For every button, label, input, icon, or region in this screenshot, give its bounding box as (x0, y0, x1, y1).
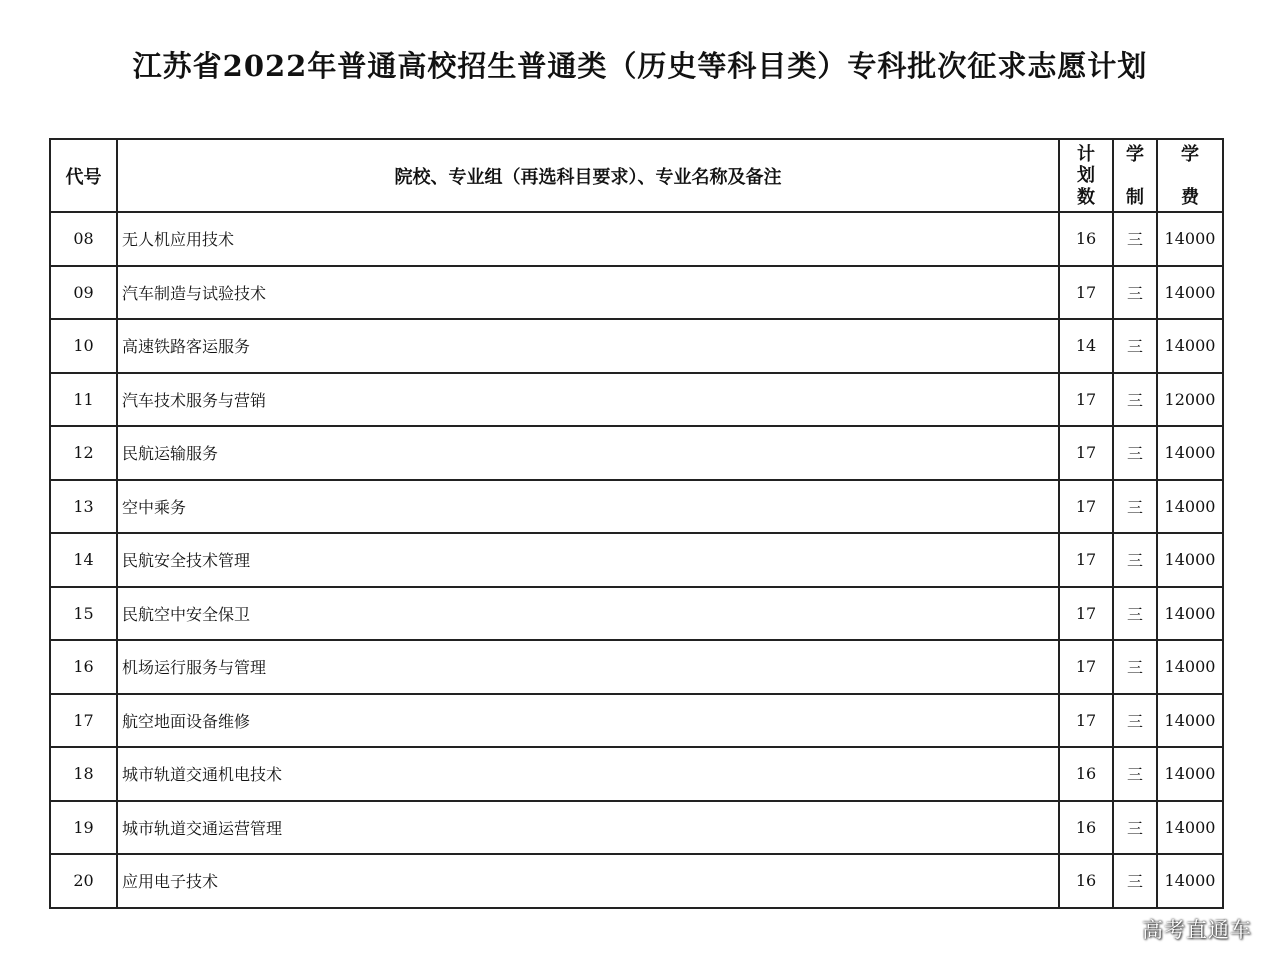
row-study-years: 三 (1126, 872, 1143, 892)
row-tuition: 14000 (1164, 282, 1216, 302)
header-tuition (1157, 139, 1223, 212)
row-code-cell (50, 854, 117, 908)
row-tuition: 14000 (1164, 550, 1216, 570)
enrollment-plan-table (49, 138, 1224, 909)
row-tuition-cell (1157, 212, 1223, 266)
row-major-name: 应用电子技术 (122, 872, 219, 892)
row-plan-count: 16 (1075, 817, 1097, 837)
header-study-years (1113, 139, 1157, 212)
row-tuition-cell (1157, 426, 1223, 480)
row-tuition: 14000 (1164, 443, 1216, 463)
row-code: 15 (73, 603, 94, 623)
table-row (50, 212, 1223, 266)
header-plan-char: 划 (1077, 165, 1095, 186)
row-code-cell (50, 747, 117, 801)
row-major-name: 汽车技术服务与营销 (122, 390, 267, 410)
row-tuition: 14000 (1164, 871, 1216, 891)
row-major-name-cell (117, 587, 1059, 641)
row-code: 14 (73, 550, 94, 570)
row-study-years: 三 (1126, 765, 1143, 785)
row-major-name: 民航空中安全保卫 (122, 604, 251, 624)
row-tuition: 14000 (1164, 603, 1216, 623)
row-code-cell (50, 587, 117, 641)
table-row (50, 533, 1223, 587)
row-study-years: 三 (1126, 390, 1143, 410)
row-code: 17 (73, 710, 94, 730)
row-major-name-cell (117, 801, 1059, 855)
row-code-cell (50, 640, 117, 694)
row-plan-count: 17 (1075, 550, 1097, 570)
row-code: 09 (73, 282, 94, 302)
row-tuition-cell (1157, 694, 1223, 748)
row-code-cell (50, 212, 117, 266)
row-code: 13 (73, 496, 94, 516)
row-major-name-cell (117, 694, 1059, 748)
header-fee-char: 费 (1181, 186, 1199, 208)
row-plan-count: 17 (1075, 443, 1097, 463)
table-row (50, 426, 1223, 480)
row-major-name: 城市轨道交通机电技术 (122, 765, 283, 785)
row-major-name-cell (117, 480, 1059, 534)
row-tuition: 14000 (1164, 817, 1216, 837)
row-plan-count: 16 (1075, 871, 1097, 891)
row-major-name: 城市轨道交通运营管理 (122, 818, 283, 838)
row-tuition-cell (1157, 319, 1223, 373)
row-tuition-cell (1157, 373, 1223, 427)
row-study-years-cell (1113, 373, 1157, 427)
table-row (50, 801, 1223, 855)
row-major-name: 空中乘务 (122, 497, 187, 517)
row-tuition: 14000 (1164, 229, 1216, 249)
row-plan-count-cell (1059, 640, 1113, 694)
row-study-years-cell (1113, 801, 1157, 855)
row-plan-count-cell (1059, 694, 1113, 748)
table-row (50, 480, 1223, 534)
row-major-name-cell (117, 640, 1059, 694)
row-study-years: 三 (1126, 444, 1143, 464)
header-plan-char: 计 (1077, 143, 1095, 165)
row-tuition: 14000 (1164, 657, 1216, 677)
row-study-years: 三 (1126, 337, 1143, 357)
header-plan-count (1059, 139, 1113, 212)
row-major-name: 汽车制造与试验技术 (122, 283, 267, 303)
row-code: 11 (73, 389, 94, 409)
header-fee-char: 学 (1181, 143, 1199, 165)
table-row (50, 319, 1223, 373)
row-plan-count-cell (1059, 801, 1113, 855)
row-major-name-cell (117, 533, 1059, 587)
row-study-years-cell (1113, 426, 1157, 480)
row-code-cell (50, 801, 117, 855)
row-major-name: 机场运行服务与管理 (122, 658, 267, 678)
row-study-years-cell (1113, 319, 1157, 373)
row-plan-count: 17 (1075, 496, 1097, 516)
row-plan-count: 17 (1075, 710, 1097, 730)
row-plan-count: 17 (1075, 657, 1097, 677)
watermark-text: 高考直通车 (1142, 918, 1252, 942)
table-row (50, 640, 1223, 694)
row-plan-count-cell (1059, 426, 1113, 480)
table-row (50, 373, 1223, 427)
table-row (50, 747, 1223, 801)
row-study-years-cell (1113, 212, 1157, 266)
row-major-name: 民航安全技术管理 (122, 551, 251, 571)
row-study-years: 三 (1126, 818, 1143, 838)
row-code-cell (50, 319, 117, 373)
table-header-row (50, 139, 1223, 212)
document-title: 江苏省2022年普通高校招生普通类（历史等科目类）专科批次征求志愿计划 (132, 49, 1148, 83)
row-tuition: 14000 (1164, 764, 1216, 784)
row-plan-count-cell (1059, 319, 1113, 373)
row-study-years-cell (1113, 640, 1157, 694)
row-code-cell (50, 426, 117, 480)
row-plan-count-cell (1059, 854, 1113, 908)
table-body (50, 212, 1223, 908)
row-plan-count: 17 (1075, 603, 1097, 623)
row-tuition: 14000 (1164, 710, 1216, 730)
row-plan-count: 17 (1075, 389, 1097, 409)
row-study-years-cell (1113, 587, 1157, 641)
row-code: 19 (73, 817, 94, 837)
table-row (50, 854, 1223, 908)
row-major-name: 航空地面设备维修 (122, 711, 251, 731)
row-code: 16 (73, 657, 94, 677)
row-study-years: 三 (1126, 658, 1143, 678)
row-study-years: 三 (1126, 497, 1143, 517)
row-plan-count: 16 (1075, 229, 1097, 249)
row-major-name-cell (117, 747, 1059, 801)
row-major-name: 高速铁路客运服务 (122, 337, 251, 357)
row-plan-count: 14 (1075, 336, 1097, 356)
header-system-char: 制 (1126, 186, 1144, 208)
row-plan-count-cell (1059, 212, 1113, 266)
row-study-years-cell (1113, 533, 1157, 587)
table-row (50, 694, 1223, 748)
row-major-name: 民航运输服务 (122, 444, 219, 464)
row-code: 18 (73, 764, 94, 784)
row-code-cell (50, 266, 117, 320)
row-code-cell (50, 694, 117, 748)
row-plan-count: 17 (1075, 282, 1097, 302)
row-major-name-cell (117, 212, 1059, 266)
row-plan-count-cell (1059, 480, 1113, 534)
row-major-name-cell (117, 854, 1059, 908)
row-code-cell (50, 480, 117, 534)
row-tuition-cell (1157, 533, 1223, 587)
row-study-years: 三 (1126, 283, 1143, 303)
row-study-years-cell (1113, 854, 1157, 908)
row-code: 12 (73, 443, 94, 463)
row-tuition: 12000 (1164, 389, 1216, 409)
row-study-years-cell (1113, 747, 1157, 801)
row-code: 20 (73, 871, 94, 891)
table-row (50, 587, 1223, 641)
row-plan-count-cell (1059, 266, 1113, 320)
row-major-name: 无人机应用技术 (122, 230, 235, 250)
row-tuition-cell (1157, 747, 1223, 801)
header-code: 代号 (50, 139, 117, 212)
row-study-years: 三 (1126, 230, 1143, 250)
row-tuition: 14000 (1164, 496, 1216, 516)
row-tuition-cell (1157, 640, 1223, 694)
header-plan-char: 数 (1077, 186, 1095, 208)
row-code: 10 (73, 336, 94, 356)
row-major-name-cell (117, 426, 1059, 480)
row-plan-count-cell (1059, 533, 1113, 587)
header-name: 院校、专业组（再选科目要求）、专业名称及备注 (117, 139, 1059, 212)
header-system-char: 学 (1126, 143, 1144, 165)
row-tuition: 14000 (1164, 336, 1216, 356)
row-tuition-cell (1157, 801, 1223, 855)
row-plan-count: 16 (1075, 764, 1097, 784)
row-major-name-cell (117, 373, 1059, 427)
row-tuition-cell (1157, 480, 1223, 534)
row-plan-count-cell (1059, 747, 1113, 801)
row-study-years-cell (1113, 694, 1157, 748)
row-code-cell (50, 533, 117, 587)
row-code: 08 (73, 229, 94, 249)
table-row (50, 266, 1223, 320)
row-study-years: 三 (1126, 711, 1143, 731)
row-plan-count-cell (1059, 587, 1113, 641)
row-study-years-cell (1113, 266, 1157, 320)
row-code-cell (50, 373, 117, 427)
row-plan-count-cell (1059, 373, 1113, 427)
row-major-name-cell (117, 319, 1059, 373)
row-study-years: 三 (1126, 604, 1143, 624)
row-study-years-cell (1113, 480, 1157, 534)
row-major-name-cell (117, 266, 1059, 320)
row-study-years: 三 (1126, 551, 1143, 571)
row-tuition-cell (1157, 854, 1223, 908)
row-tuition-cell (1157, 587, 1223, 641)
row-tuition-cell (1157, 266, 1223, 320)
